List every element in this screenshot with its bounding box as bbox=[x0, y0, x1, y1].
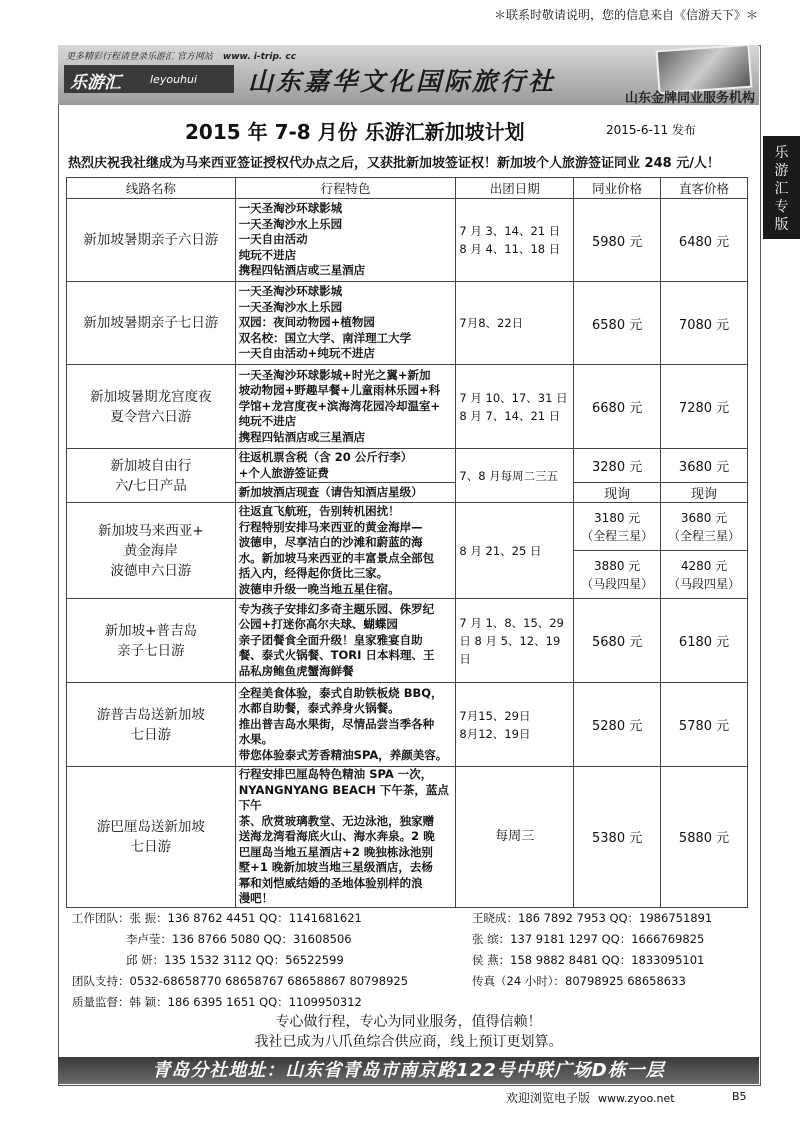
footer bbox=[506, 1089, 675, 1106]
retail-price: 3680 元 （全程三星） bbox=[661, 503, 748, 551]
slogan-line: 我社已成为八爪鱼综合供应商，线上预订更划算。 bbox=[254, 1034, 563, 1050]
contact-line: 团队支持：0532-68658770 68658767 68658867 80798925 bbox=[72, 974, 409, 988]
route-dates: 7、8 月每周二三五 bbox=[456, 449, 574, 503]
route-name: 新加坡自由行 六/七日产品 bbox=[67, 449, 236, 503]
side-tab-char: 专 bbox=[774, 199, 789, 215]
header-promo: 更多精彩行程请登录乐游汇 官方网站 bbox=[66, 52, 213, 62]
header-route: 线路名称 bbox=[67, 178, 236, 199]
footer-site[interactable]: www.zyoo.net bbox=[598, 1092, 675, 1105]
route-name: 新加坡+普吉岛 亲子七日游 bbox=[67, 599, 236, 683]
side-tab-char: 乐 bbox=[774, 145, 789, 161]
table-row[interactable] bbox=[67, 449, 748, 483]
retail-price: 7080 元 bbox=[661, 282, 748, 365]
contact-line: 质量监督：韩 颖：186 6395 1651 QQ：1109950312 bbox=[72, 995, 362, 1009]
route-name: 新加坡马来西亚+ 黄金海岸 波德申六日游 bbox=[67, 503, 236, 599]
side-tab-char: 版 bbox=[774, 217, 789, 233]
route-name: 新加坡暑期亲子七日游 bbox=[67, 282, 236, 365]
route-features: 行程安排巴厘岛特色精油 SPA 一次， NYANGNYANG BEACH 下午茶，蓝点下午 茶、欣赏玻璃教堂、无边泳池，独家赠 送海龙湾看海底火山、海水奔泉。2 晚 巴厘岛当地五星酒店+2 晚独栋泳池别 墅+1 晚新加坡当地三星级酒店，去杨 幂和刘恺威结婚的圣地体验别样的浪 漫吧！ bbox=[235, 767, 456, 908]
trade-price: 现询 bbox=[574, 483, 661, 503]
route-name: 新加坡暑期亲子六日游 bbox=[67, 199, 236, 282]
trade-price: 3180 元 （全程三星） bbox=[574, 503, 661, 551]
page-number: B5 bbox=[732, 1090, 747, 1103]
trade-price: 3880 元 （马段四星） bbox=[574, 551, 661, 599]
contact-line: 传真（24 小时）：80798925 68658633 bbox=[472, 974, 686, 988]
logo-cn: 乐游汇 bbox=[70, 73, 121, 93]
page-title: 2015 年 7-8 月份 乐游汇新加坡计划 bbox=[185, 120, 525, 144]
route-name: 游普吉岛送新加坡 七日游 bbox=[67, 683, 236, 767]
header-banner bbox=[58, 45, 759, 105]
route-dates: 7 月 1、8、15、29 日 8 月 5、12、19 日 bbox=[456, 599, 574, 683]
route-name: 游巴厘岛送新加坡 七日游 bbox=[67, 767, 236, 908]
tour-table bbox=[66, 177, 748, 908]
table-header-row bbox=[67, 178, 748, 199]
retail-price: 6180 元 bbox=[661, 599, 748, 683]
contact-line: 张 缤：137 9181 1297 QQ：1666769825 bbox=[472, 932, 705, 946]
header-trade-price: 同业价格 bbox=[574, 178, 661, 199]
route-features: 往返直飞航班，告别转机困扰！ 行程特别安排马来西亚的黄金海岸— 波德申，尽享洁白的沙滩和蔚蓝的海 水。新加坡马来西亚的丰富景点全部包 括入内，经得起你货比三家。 波德申升级一晚当地五星住宿。 bbox=[235, 503, 456, 599]
table-row[interactable] bbox=[67, 767, 748, 908]
route-dates: 每周三 bbox=[456, 767, 574, 908]
trade-price: 5980 元 bbox=[574, 199, 661, 282]
trade-price: 3280 元 bbox=[574, 449, 661, 483]
slogan-line: 专心做行程，专心为同业服务，值得信赖！ bbox=[275, 1014, 542, 1030]
side-tab bbox=[763, 136, 800, 239]
table-row[interactable] bbox=[67, 282, 748, 365]
trade-price: 6680 元 bbox=[574, 365, 661, 449]
company-name: 山东嘉华文化国际旅行社 bbox=[248, 67, 557, 96]
route-dates: 7 月 10、17、31 日 8 月 7、14、21 日 bbox=[456, 365, 574, 449]
contact-line: 李卢莹：136 8766 5080 QQ：31608506 bbox=[126, 932, 352, 946]
publish-date: 2015-6-11 发布 bbox=[606, 123, 696, 137]
retail-price: 现询 bbox=[661, 483, 748, 503]
retail-price: 5880 元 bbox=[661, 767, 748, 908]
header-url[interactable]: www. i-trip. cc bbox=[222, 52, 297, 62]
retail-price: 6480 元 bbox=[661, 199, 748, 282]
route-features: 一天圣淘沙环球影城+时光之翼+新加 坡动物园+野趣早餐+儿童雨林乐园+科 学馆+龙宫度夜+滨海湾花园冷却温室+ 纯玩不进店 携程四钻酒店或三星酒店 bbox=[235, 365, 456, 449]
trade-price: 6580 元 bbox=[574, 282, 661, 365]
route-dates: 7 月 3、14、21 日 8 月 4、11、18 日 bbox=[456, 199, 574, 282]
table-row[interactable] bbox=[67, 365, 748, 449]
retail-price: 4280 元 （马段四星） bbox=[661, 551, 748, 599]
route-features: 全程美食体验，泰式自助铁板烧 BBQ， 水都自助餐，泰式养身火锅餐。 推出普吉岛水果街，尽情品尝当季各种 水果。 带您体验泰式芳香精油SPA，养颜美容。 bbox=[235, 683, 456, 767]
route-features: 新加坡酒店现查（请告知酒店星级） bbox=[235, 483, 456, 503]
route-dates: 8 月 21、25 日 bbox=[456, 503, 574, 599]
intro-text: 热烈庆祝我社继成为马来西亚签证授权代办点之后，又获批新加坡签证权！新加坡个人旅游签证同业 248 元/人！ bbox=[68, 156, 720, 171]
retail-price: 3680 元 bbox=[661, 449, 748, 483]
route-dates: 7月8、22日 bbox=[456, 282, 574, 365]
top-note: ＊联系时敬请说明，您的信息来自《信游天下》＊ bbox=[493, 8, 758, 22]
header-small-text bbox=[66, 49, 296, 62]
logo-en: leyouhui bbox=[150, 73, 198, 86]
table-row[interactable] bbox=[67, 599, 748, 683]
header-dates: 出团日期 bbox=[456, 178, 574, 199]
header-features: 行程特色 bbox=[235, 178, 456, 199]
trade-price: 5280 元 bbox=[574, 683, 661, 767]
route-name: 新加坡暑期龙宫度夜 夏令营六日游 bbox=[67, 365, 236, 449]
route-features: 一天圣淘沙环球影城 一天圣淘沙水上乐园 双园：夜间动物园+植物园 双名校：国立大学、南洋理工大学 一天自由活动+纯玩不进店 bbox=[235, 282, 456, 365]
contact-line: 侯 燕：158 9882 8481 QQ：1833095101 bbox=[472, 953, 705, 967]
retail-price: 5780 元 bbox=[661, 683, 748, 767]
retail-price: 7280 元 bbox=[661, 365, 748, 449]
logo bbox=[64, 65, 234, 93]
trade-price: 5380 元 bbox=[574, 767, 661, 908]
route-features: 专为孩子安排幻多奇主题乐园、侏罗纪 公园+打迷你高尔夫球、蝴蝶园 亲子团餐食全面升级！皇家雅宴自助 餐、泰式火锅餐、TORI 日本料理、王 品私房鲍鱼虎蟹海鲜餐 bbox=[235, 599, 456, 683]
route-dates: 7月15、29日 8月12、19日 bbox=[456, 683, 574, 767]
address-banner: 青岛分社地址：山东省青岛市南京路122号中联广场D栋一层 bbox=[58, 1057, 759, 1084]
side-tab-char: 汇 bbox=[774, 181, 789, 197]
contact-line: 王晓成：186 7892 7953 QQ：1986751891 bbox=[472, 911, 713, 925]
table-row[interactable] bbox=[67, 683, 748, 767]
contact-line: 工作团队：张 振：136 8762 4451 QQ：1141681621 bbox=[72, 911, 362, 925]
route-features: 往返机票含税（含 20 公斤行李） +个人旅游签证费 bbox=[235, 449, 456, 483]
contact-line: 邱 妍：135 1532 3112 QQ：56522599 bbox=[126, 953, 344, 967]
header-slogan: 山东金牌同业服务机构 bbox=[624, 91, 755, 105]
table-row[interactable] bbox=[67, 503, 748, 551]
header-retail-price: 直客价格 bbox=[661, 178, 748, 199]
side-tab-char: 游 bbox=[774, 163, 789, 179]
trade-price: 5680 元 bbox=[574, 599, 661, 683]
table-row[interactable] bbox=[67, 199, 748, 282]
slogans bbox=[58, 1012, 759, 1052]
route-features: 一天圣淘沙环球影城 一天圣淘沙水上乐园 一天自由活动 纯玩不进店 携程四钻酒店或三星酒店 bbox=[235, 199, 456, 282]
footer-welcome: 欢迎浏览电子版 bbox=[506, 1091, 591, 1105]
